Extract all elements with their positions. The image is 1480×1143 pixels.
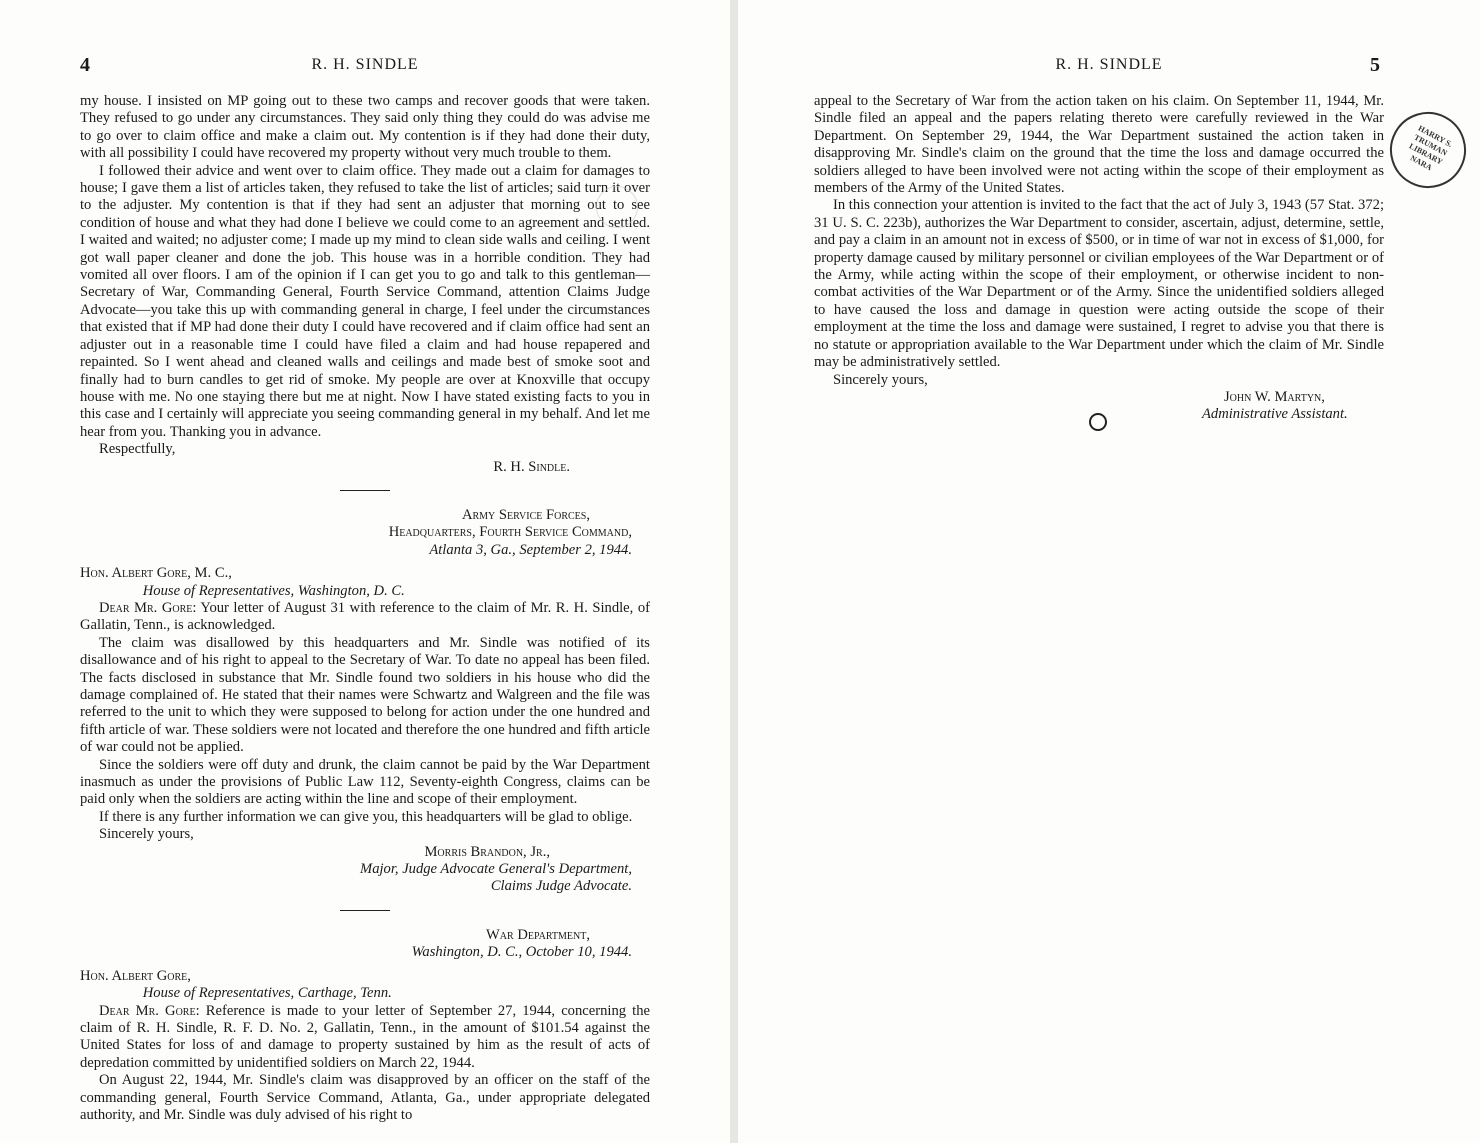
left-column [80,93,650,1124]
page-number: 4 [80,54,90,76]
right-page [738,0,1480,1143]
signer-title: Claims Judge Advocate. [490,878,632,895]
section-divider [340,910,390,911]
letter-paragraph: If there is any further information we can give you, this headquarters will be glad to oblige. [98,808,633,825]
letter-paragraph: Since the soldiers were off duty and drunk, the claim cannot be paid by the War Department inasmuch as under the provisions of Public Law 112, Seventy-eighth Congress, claims can be paid only when the soldiers are acting within the line and scope of their employment. [80,756,650,808]
stamp-text: HARRY S. TRUMAN LIBRARY NARA [1407,123,1454,173]
letter-paragraph: On August 22, 1944, Mr. Sindle's claim was disapproved by an officer on the staff of the commanding general, Fourth Service Command, Atlanta, Ga., under appropriate delegated authority, and Mr. Sindle was duly advised of his right to [80,1072,650,1123]
addressee: Hon. Albert Gore, [80,967,191,984]
running-head: R. H. SINDLE [1055,56,1163,73]
sindle-letter-paragraph: my house. I insisted on MP going out to these two camps and recover goods that were taken. They refused to go under any circumstances. They said only thing they could do was advise me to go over to claim office and make a claim out. My contention is if they had done their duty, with all possibility I could have recovered my property without very much trouble to them. [80,93,650,162]
letterhead-line: Headquarters, Fourth Service Command, [388,524,632,541]
addressee-location: House of Representatives, Washington, D. C. [142,582,405,599]
signer-title: Administrative Assistant. [1202,406,1348,423]
letter-dateline: Washington, D. C., October 10, 1944. [411,944,632,961]
bleed-through-stamp [596,186,638,228]
signer-title: Major, Judge Advocate General's Department, [360,861,632,878]
signature: R. H. Sindle. [493,458,570,475]
sindle-letter-paragraph: I followed their advice and went over to claim office. They made out a claim for damages to house; I gave them a list of articles taken, they refused to take the list of articles; said turn it over to the adjuster. My contention is that if they had sent an adjuster that morning out to see condition of house and what they had done I believe we could come to an agreement and settled. I waited and waited; no adjuster come; I made up my mind to clean side walls and ceiling. I went got wall paper cleaner and done the job. This house was in a horrible condition. They had vomited all over floors. I am of the opinion if I can get you to go and talk to this gentleman—Secretary of War, Commanding General, Fourth Service Command, attention Claims Judge Advocate—you take this up with commanding general in charge, I feel under the circumstances that existed that if MP had done their duty I could have recovered and if claim office had sent an adjuster out in a reasonable time I could have filed a claim and had house repapered and repainted. So I went ahead and cleaned walls and ceilings and made best of smoke soot and finally had to burn candles to get rid of smoke. My people are over at Knoxville that occupy house with me. No one staying there but me at night. Now I have stated existing facts to you in this case and I certainly will appreciate you seeing commanding general in my behalf. And let me hear from you. Thanking you in advance. [80,162,650,440]
letter-dateline: Atlanta 3, Ga., September 2, 1944. [429,541,632,558]
right-column [814,93,1384,424]
book-gutter [730,0,738,1143]
letter-paragraph: Reference is made to your letter of September 27, 1944, concerning the claim of R. H. Sindle, R. F. D. No. 2, Gallatin, Tenn., in the amount of $101.54 against the United States for loss of and damage to property sustained by him as the result of acts of depredation committed by unidentified soldiers on March 22, 1944. [80,1002,650,1071]
addressee: Hon. Albert Gore, M. C., [80,565,232,582]
closing: Sincerely yours, [98,826,194,843]
letter-paragraph: appeal to the Secretary of War from the action taken on his claim. On September 11, 1944, Mr. Sindle filed an appeal and the papers relating thereto were carefully reviewed in the War Department. On September 29, 1944, the War Department sustained the action taken in disapproving Mr. Sindle's claim on the ground that the time the loss and damage occurred the soldiers alleged to have been involved were not acting within the scope of their employment as members of the Army of the United States. [814,93,1384,197]
closing: Sincerely yours, [832,371,928,388]
letterhead-line: War Department, [486,926,590,943]
left-page [0,0,730,1143]
letterhead-line: Army Service Forces, [461,506,590,523]
addressee-location: House of Representatives, Carthage, Tenn. [142,985,392,1002]
letter-paragraph: The claim was disallowed by this headquarters and Mr. Sindle was notified of its disallowance and of his right to appeal to the Secretary of War. To date no appeal has been filed. The facts disclosed in substance that Mr. Sindle found two soldiers in his house who did the damage complained of. He stated that their names were Schwartz and Walgreen and the file was referred to the unit to which they were supposed to belong for action under the one hundred and fifth article of war. These soldiers were not located and therefore the one hundred and fifth article of war could not be applied. [80,634,650,756]
signer-name: Morris Brandon, Jr., [424,843,550,860]
page-number: 5 [1370,54,1380,76]
letter-paragraph: In this connection your attention is invited to the fact that the act of July 3, 1943 (57 Stat. 372; 31 U. S. C. 223b), authorizes the War Department to consider, ascertain, adjust, determine, settle, and pay a claim in an amount not in excess of $500, or in time of war not in excess of $1,000, for property damage caused by military personnel or civilian employees of the War Department or of the Army, while acting within the scope of their employment, or otherwise incident to non-combat activities of the War Department or of the Army. Since the unidentified soldiers alleged to have caused the loss and damage in question were acting outside the scope of their employment at the time the loss and damage were sustained, I regret to advise you that there is no statute or appropriation available to the War Department under which the claim of Mr. Sindle may be administratively settled. [814,197,1384,371]
salutation: Dear Mr. Gore: [98,599,197,616]
letter-paragraph: Your letter of August 31 with reference to the claim of Mr. R. H. Sindle, of Gallatin, Tenn., is acknowledged. [80,599,650,634]
closing: Respectfully, [98,441,176,458]
signer-name: John W. Martyn, [1224,388,1325,405]
running-head: R. H. SINDLE [311,56,419,73]
salutation: Dear Mr. Gore: [98,1002,200,1019]
section-divider [340,490,390,491]
circle-mark [1089,413,1107,431]
